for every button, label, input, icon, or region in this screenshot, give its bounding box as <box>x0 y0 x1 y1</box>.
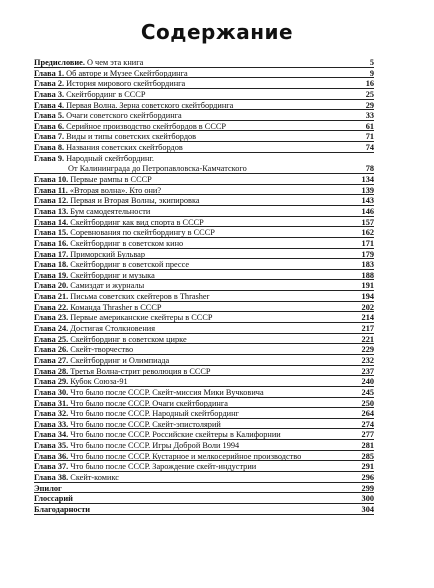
toc-entry-page: 29 <box>365 100 374 110</box>
toc-entry-title: Первая и Вторая Волны, экипировка <box>68 196 200 206</box>
toc-entry-text <box>34 154 154 165</box>
toc-entry-text <box>34 335 187 346</box>
toc-entry-title: Скейт-комикс <box>68 472 119 482</box>
toc-entry-page: 61 <box>365 121 374 131</box>
toc-entry <box>34 90 374 101</box>
toc-entry-label: Эпилог <box>34 483 62 493</box>
toc-entry-label: Глава 11. <box>34 185 68 195</box>
toc-entry <box>34 218 374 229</box>
toc-entry-text <box>34 250 145 261</box>
toc-entry-label: Глава 17. <box>34 249 69 259</box>
toc-entry <box>34 303 374 314</box>
toc-entry-page: 74 <box>365 143 374 153</box>
toc-entry-page: 78 <box>365 164 374 174</box>
toc-entry <box>34 58 374 69</box>
toc-entry-title: Первые американские скейтеры в СССР <box>68 313 213 323</box>
toc-entry-page: 146 <box>361 206 374 216</box>
toc-entry-label: Глава 37. <box>34 462 69 472</box>
toc-entry-title: Что было после СССР. Народный скейтбординг <box>68 409 239 419</box>
toc-entry-text <box>34 484 62 495</box>
toc-entry-page: 183 <box>361 260 374 270</box>
toc-entry <box>34 505 374 516</box>
toc-entry-text <box>34 292 209 303</box>
toc-entry-title: Бум самодеятельности <box>68 206 151 216</box>
toc-entry-title: Что было после СССР. Скейт-эпистолярий <box>68 419 221 429</box>
toc-entry-title: История мирового скейтбординга <box>64 79 186 89</box>
toc-entry-page: 191 <box>361 281 374 291</box>
toc-entry-title: Что было после СССР. Зарождение скейт-индустрии <box>68 462 257 472</box>
toc-entry-page: 232 <box>361 355 374 365</box>
toc-entry-text <box>34 367 211 378</box>
toc-entry-text <box>34 409 239 420</box>
toc-entry-text <box>34 505 90 516</box>
toc-entry-text <box>34 377 128 388</box>
toc-entry <box>34 367 374 378</box>
toc-entry <box>34 462 374 473</box>
toc-entry-label: Предисловие. <box>34 58 85 67</box>
toc-entry-text <box>34 462 256 473</box>
toc-entry-page: 5 <box>369 58 374 67</box>
toc-entry-label: Глава 4. <box>34 100 65 110</box>
toc-entry-text <box>34 420 221 431</box>
toc-entry-text <box>34 260 189 271</box>
toc-entry <box>34 122 374 133</box>
toc-entry-text <box>34 356 169 367</box>
toc-entry-page: 291 <box>361 462 374 472</box>
toc-entry-text <box>34 271 155 282</box>
toc-entry-page: 162 <box>361 228 374 238</box>
toc-entry-label: Глава 15. <box>34 228 69 238</box>
toc-entry-page: 157 <box>361 217 374 227</box>
toc-entry-title: Первая Волна. Зерна советского скейтбординга <box>64 100 234 110</box>
toc-entry-page: 16 <box>365 79 374 89</box>
toc-entry-title: Что было после СССР. Кустарное и мелкосерийное производство <box>68 451 302 461</box>
toc-entry-label: Глава 7. <box>34 132 65 142</box>
leader-line <box>34 503 374 504</box>
toc-entry-page: 245 <box>361 387 374 397</box>
toc-entry-label: Глава 35. <box>34 441 69 451</box>
toc-entry-label: Глава 5. <box>34 111 65 121</box>
toc-entry <box>34 335 374 346</box>
toc-entry-page: 304 <box>361 504 374 514</box>
toc-entry-page: 221 <box>361 334 374 344</box>
toc-entry <box>34 388 374 399</box>
toc-entry-title: Что было после СССР. Очаги скейтбординга <box>68 398 228 408</box>
toc-entry-page: 188 <box>361 270 374 280</box>
toc-entry-label: Глава 2. <box>34 79 65 89</box>
toc-entry-text <box>34 69 188 80</box>
toc-entry-label: Глава 31. <box>34 398 69 408</box>
toc-entry-page: 274 <box>361 419 374 429</box>
toc-entry-label: Благодарности <box>34 504 91 514</box>
toc-entry-text <box>34 58 143 69</box>
toc-entry-page: 296 <box>361 472 374 482</box>
toc-entry-title: Виды и типы советских скейтбордов <box>64 132 197 142</box>
toc-entry-text <box>34 452 301 463</box>
toc-entry-label: Глава 9. <box>34 153 65 163</box>
toc-entry-label: Глава 13. <box>34 206 69 216</box>
toc-entry <box>34 345 374 356</box>
toc-entry <box>34 356 374 367</box>
toc-entry-label: Глава 23. <box>34 313 69 323</box>
toc-entry-page: 240 <box>361 377 374 387</box>
toc-entry-label: Глава 1. <box>34 68 65 78</box>
toc-entry-label: Глава 26. <box>34 345 69 355</box>
toc-entry-label: Глоссарий <box>34 494 73 504</box>
toc-entry <box>34 430 374 441</box>
toc-entry <box>34 69 374 80</box>
toc-entry-page: 71 <box>365 132 374 142</box>
toc-entry-page: 250 <box>361 398 374 408</box>
toc-entry-text <box>34 207 150 218</box>
toc-entry-title: Что было после СССР. Игры Доброй Воли 1994 <box>68 441 240 451</box>
toc-entry-title: Скейт-творчество <box>68 345 134 355</box>
toc-entry-text <box>34 313 212 324</box>
toc-entry-page: 9 <box>369 68 374 78</box>
toc-entry-label: Глава 14. <box>34 217 69 227</box>
toc-entry-page: 264 <box>361 409 374 419</box>
toc-entry <box>34 292 374 303</box>
toc-entry-text <box>34 175 152 186</box>
toc-entry-text <box>34 90 145 101</box>
toc-entry <box>34 409 374 420</box>
toc-entry-title: Скейтбординг в СССР <box>64 89 146 99</box>
toc-entry-label: Глава 32. <box>34 409 69 419</box>
toc-entry-page: 171 <box>361 238 374 248</box>
toc-entry-page: 194 <box>361 292 374 302</box>
toc-entry-title: Что было после СССР. Скейт-миссия Мики Вучковича <box>68 387 264 397</box>
toc-entry-label: Глава 21. <box>34 292 69 302</box>
toc-entry-label: Глава 18. <box>34 260 69 270</box>
toc-entry-text <box>34 303 161 314</box>
toc-entry-title: О чем эта книга <box>84 58 144 67</box>
toc-entry-page: 202 <box>361 302 374 312</box>
toc-entry-page: 143 <box>361 196 374 206</box>
toc-entry-text <box>34 122 226 133</box>
toc-entry <box>34 239 374 250</box>
toc-entry-text <box>34 111 182 122</box>
toc-entry-title: Первые рампы в СССР <box>68 175 152 185</box>
toc-entry <box>34 473 374 484</box>
toc-entry-label: Глава 36. <box>34 451 69 461</box>
toc-entry-title: Скейтбординг и Олимпиада <box>68 355 170 365</box>
toc-entry <box>34 164 374 175</box>
toc-entry-page: 134 <box>361 175 374 185</box>
toc-entry-title: Достигая Столкновения <box>68 324 156 334</box>
toc-entry-page: 300 <box>361 494 374 504</box>
toc-entry-title: Скейтбординг в советском цирке <box>68 334 187 344</box>
toc-entry-label: Глава 3. <box>34 89 65 99</box>
toc-entry-title: Скейтбординг как вид спорта в СССР <box>68 217 204 227</box>
toc-entry <box>34 260 374 271</box>
toc-entry-label: Глава 29. <box>34 377 69 387</box>
toc-entry <box>34 154 374 165</box>
toc-entry <box>34 143 374 154</box>
toc-entry <box>34 186 374 197</box>
toc-entry-text <box>34 196 200 207</box>
toc-entry-label: Глава 16. <box>34 238 69 248</box>
toc-entry-text <box>34 79 185 90</box>
toc-entry-title: Об авторе и Музее Скейтбординга <box>64 68 188 78</box>
toc-entry-title: Что было после СССР. Российские скейтеры в Калифорнии <box>68 430 281 440</box>
toc-entry <box>34 399 374 410</box>
toc-entry-label: Глава 25. <box>34 334 69 344</box>
toc-entry-label: Глава 28. <box>34 366 69 376</box>
toc-entry-page: 237 <box>361 366 374 376</box>
toc-entry-label: Глава 34. <box>34 430 69 440</box>
toc-entry <box>34 484 374 495</box>
toc-entry-title: Письма советских скейтеров в Thrasher <box>68 292 210 302</box>
toc-entry-text <box>34 441 239 452</box>
table-of-contents <box>34 58 374 516</box>
toc-entry <box>34 101 374 112</box>
toc-entry-label: Глава 20. <box>34 281 69 291</box>
toc-entry-title: Очаги советского скейтбординга <box>64 111 182 121</box>
toc-entry <box>34 441 374 452</box>
toc-entry-label: Глава 12. <box>34 196 69 206</box>
toc-entry-title: Скейтбординг в советской прессе <box>68 260 190 270</box>
page-title: Содержание <box>140 20 294 44</box>
toc-entry-page: 281 <box>361 441 374 451</box>
toc-entry-title: «Вторая волна». Кто они? <box>67 185 162 195</box>
toc-entry-label: Глава 6. <box>34 121 65 131</box>
toc-entry-text <box>34 218 204 229</box>
toc-entry <box>34 228 374 239</box>
toc-entry <box>34 377 374 388</box>
toc-entry-title: Народный скейтбординг. <box>64 153 154 163</box>
toc-entry <box>34 324 374 335</box>
toc-entry-title: Названия советских скейтбордов <box>64 143 183 153</box>
toc-entry-page: 277 <box>361 430 374 440</box>
toc-entry <box>34 420 374 431</box>
toc-entry-page: 25 <box>365 89 374 99</box>
toc-entry <box>34 79 374 90</box>
toc-entry-text <box>34 186 161 197</box>
toc-entry-title: Самиздат и журналы <box>68 281 145 291</box>
toc-entry-title: Команда Thrasher в СССР <box>68 302 162 312</box>
toc-entry-label: Глава 33. <box>34 419 69 429</box>
toc-entry-page: 217 <box>361 324 374 334</box>
toc-entry <box>34 494 374 505</box>
toc-entry-text <box>34 132 196 143</box>
toc-entry-label: Глава 19. <box>34 270 69 280</box>
toc-entry-text <box>34 143 183 154</box>
toc-entry-label: Глава 27. <box>34 355 69 365</box>
toc-entry-text <box>34 388 264 399</box>
toc-entry <box>34 313 374 324</box>
toc-entry <box>34 196 374 207</box>
toc-entry-page: 33 <box>365 111 374 121</box>
toc-entry-title: Серийное производство скейтбордов в СССР <box>64 121 227 131</box>
toc-entry-text <box>34 399 228 410</box>
toc-entry-page: 299 <box>361 483 374 493</box>
toc-entry-title: Приморский Бульвар <box>68 249 146 259</box>
toc-entry-text <box>34 101 233 112</box>
toc-entry-title: Скейтбординг и музыка <box>68 270 155 280</box>
toc-entry-text <box>34 473 119 484</box>
toc-entry-text <box>68 164 247 175</box>
toc-entry <box>34 132 374 143</box>
toc-entry <box>34 111 374 122</box>
toc-entry <box>34 452 374 463</box>
toc-entry-title: Третья Волна-стрит революция в СССР <box>68 366 211 376</box>
toc-entry-page: 229 <box>361 345 374 355</box>
toc-entry-label: Глава 8. <box>34 143 65 153</box>
toc-entry-label: Глава 22. <box>34 302 69 312</box>
toc-entry-text <box>34 494 73 505</box>
toc-entry-text <box>34 228 215 239</box>
toc-entry-text <box>34 239 183 250</box>
toc-entry-page: 139 <box>361 185 374 195</box>
toc-entry-page: 179 <box>361 249 374 259</box>
toc-entry-title: Соревнования по скейтбордингу в СССР <box>68 228 215 238</box>
toc-entry-title: Скейтбординг в советском кино <box>68 238 184 248</box>
toc-entry-label: Глава 30. <box>34 387 69 397</box>
toc-entry-title: От Калининграда до Петропавловска-Камчатского <box>68 164 247 174</box>
toc-entry-title: Кубок Союза-91 <box>68 377 128 387</box>
toc-entry-label: Глава 38. <box>34 472 69 482</box>
toc-entry-page: 285 <box>361 451 374 461</box>
toc-entry <box>34 271 374 282</box>
toc-entry <box>34 175 374 186</box>
toc-entry-text <box>34 281 144 292</box>
toc-entry-text <box>34 324 155 335</box>
toc-entry-text <box>34 345 133 356</box>
toc-entry <box>34 250 374 261</box>
toc-entry-page: 214 <box>361 313 374 323</box>
toc-entry-text <box>34 430 281 441</box>
toc-entry-label: Глава 24. <box>34 324 69 334</box>
toc-entry <box>34 207 374 218</box>
toc-entry-label: Глава 10. <box>34 175 69 185</box>
toc-entry <box>34 281 374 292</box>
leader-line <box>34 492 374 493</box>
